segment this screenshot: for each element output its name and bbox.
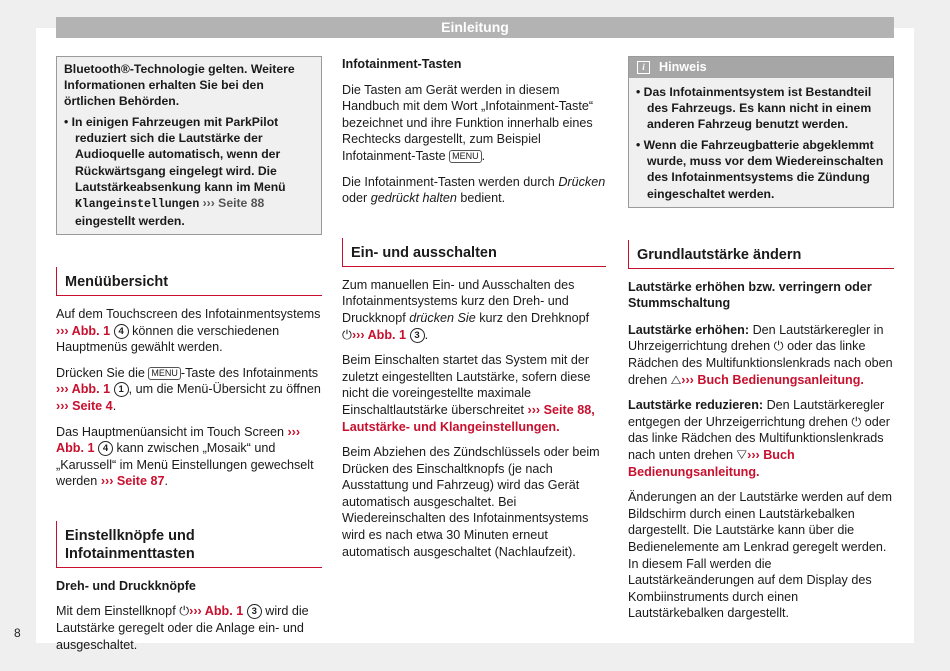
paragraph: Mit dem Einstellknopf ⏻››› Abb. 1 3 wird die Lautstärke geregelt oder die Anlage ein- und ausgeschaltet. [56, 604, 309, 652]
sub-heading: Lautstärke erhöhen bzw. verringern oder Stummschaltung [628, 279, 872, 311]
figure-reference[interactable]: ››› Abb. 1 [56, 323, 111, 338]
page-reference[interactable]: ››› Seite 88, Lautstärke- und Klangeinstellungen. [342, 402, 595, 434]
box-paragraph: Bluetooth®-Technologie gelten. Weitere Informationen erhalten Sie bei den örtlichen Behörden. [64, 62, 295, 109]
sub-heading: Dreh- und Druckknöpfe [56, 578, 196, 593]
page-number: 8 [14, 626, 21, 640]
figure-reference[interactable]: ››› Abb. 1 [56, 382, 111, 397]
menu-key-icon: MENU [449, 150, 482, 163]
page-reference[interactable]: ››› Seite 4 [56, 398, 113, 413]
info-box [56, 56, 322, 235]
page-reference[interactable]: ››› Seite 87 [100, 474, 165, 489]
box-bullet: • In einigen Fahrzeugen mit ParkPilot reduziert sich die Lautstärke der Audioquelle automatisch, wenn der Rückwärtsgang eingelegt wird. Die Lautstärkeabsenkung kann im Menü Klangeinstellungen ››› Seite 88 eingestellt werden. [64, 115, 286, 228]
section-heading-knobs: Einstellknöpfe und Infotainmenttasten [56, 521, 322, 568]
paragraph: Auf dem Touchscreen des Infotainmentsystems ››› Abb. 1 4 können die verschiedenen Hauptmenüs gewählt werden. [56, 306, 321, 355]
callout-number: 3 [247, 604, 262, 619]
figure-reference[interactable]: ››› Abb. 1 [189, 604, 244, 619]
column-right [628, 56, 894, 631]
paragraph: Änderungen an der Lautstärke werden auf dem Bildschirm durch einen Lautstärkebalken dargestellt. Die Lautstärke kann über die Bedienelemente am Lenkrad geregelt werden. In diesem Fall werden die Lautstärkeänderungen auf dem Display des Kombiinstruments durch einen Lautstärkebalken dargestellt. [628, 490, 892, 621]
paragraph: Lautstärke reduzieren: Den Lautstärkeregler entgegen der Uhrzeigerrichtung drehen ⏻ oder das linke Rädchen des Multifunktionslenkrads nach unten drehen ▽››› Buch Bedienungsanleitung. [628, 398, 891, 479]
page-reference[interactable]: ››› Seite 88 [202, 195, 265, 210]
book-reference[interactable]: ››› Buch Bedienungsanleitung. [681, 372, 864, 387]
info-icon: i [637, 61, 650, 74]
paragraph: Die Tasten am Gerät werden in diesem Handbuch mit dem Wort „Infotainment-Taste“ bezeichnet und ihre Funktion innerhalb eines Rechtecks dargestellt, zum Beispiel Infotainment-Taste MENU . [342, 82, 594, 163]
figure-reference[interactable]: ››› Abb. 1 [56, 424, 301, 456]
callout-number: 4 [98, 441, 113, 456]
paragraph: Beim Abziehen des Zündschlüssels oder beim Drücken des Einschaltknopfs (je nach Ausstattung und Fahrzeug) wird das Gerät automatisch ausgeschaltet. Bei Wiedereinschalten des Infotainmentsystems wird es nach etwa 30 Minuten erneut automatisch ausgeschaltet (Nachlaufzeit). [342, 445, 600, 559]
section-header: Einleitung [56, 17, 894, 38]
menu-name: Klangeinstellungen [75, 197, 200, 211]
paragraph: Drücken Sie die MENU -Taste des Infotainments ››› Abb. 1 1 , um die Menü-Übersicht zu öffnen ››› Seite 4. [56, 365, 321, 413]
figure-reference[interactable]: ››› Abb. 1 [351, 327, 407, 342]
note-header: i Hinweis [629, 57, 893, 78]
book-reference[interactable]: ››› Buch Bedienungsanleitung. [628, 448, 795, 479]
note-bullet: • Wenn die Fahrzeugbatterie abgeklemmt wurde, muss vor dem Wiedereinschalten des Infotainmentsystems die Zündung eingeschaltet werden. [636, 138, 884, 201]
section-heading-onoff: Ein- und ausschalten [342, 238, 606, 267]
note-box [628, 56, 894, 208]
paragraph: Das Hauptmenüansicht im Touch Screen ››› Abb. 1 4 kann zwischen „Mosaik“ und „Karussell“ im Menü Einstellungen gewechselt werden ››› Seite 87. [56, 424, 314, 489]
menu-key-icon: MENU [148, 367, 181, 380]
sub-heading: Infotainment-Tasten [342, 57, 462, 71]
column-middle [342, 56, 606, 569]
callout-number: 4 [114, 324, 129, 339]
note-bullet: • Das Infotainmentsystem ist Bestandteil des Fahrzeugs. Es kann nicht in einem anderen Fahrzeug benutzt werden. [636, 85, 872, 132]
callout-number: 3 [410, 328, 425, 343]
column-left [56, 56, 322, 662]
note-body [629, 78, 893, 207]
paragraph: Beim Einschalten startet das System mit der zuletzt eingestellten Lautstärke, sofern diese nicht die voreingestellte maximale Einschaltlautstärke überschreitet ››› Seite 88, Lautstärke- und Klangeinstellungen. [342, 353, 595, 434]
paragraph: Zum manuellen Ein- und Ausschalten des Infotainmentsystems kurz den Dreh- und Druckknopf drücken Sie kurz den Drehknopf ⏻››› Abb. 1 3 . [342, 277, 590, 342]
section-heading-menu: Menüübersicht [56, 267, 322, 296]
paragraph: Lautstärke erhöhen: Den Lautstärkeregler in Uhrzeigerrichtung drehen ⏻ oder das linke Rädchen des Multifunktionslenkrads nach oben drehen △››› Buch Bedienungsanleitung. [628, 322, 893, 387]
section-heading-volume: Grundlautstärke ändern [628, 240, 894, 269]
callout-number: 1 [114, 382, 129, 397]
paragraph: Die Infotainment-Tasten werden durch Drücken oder gedrückt halten bedient. [342, 174, 606, 206]
